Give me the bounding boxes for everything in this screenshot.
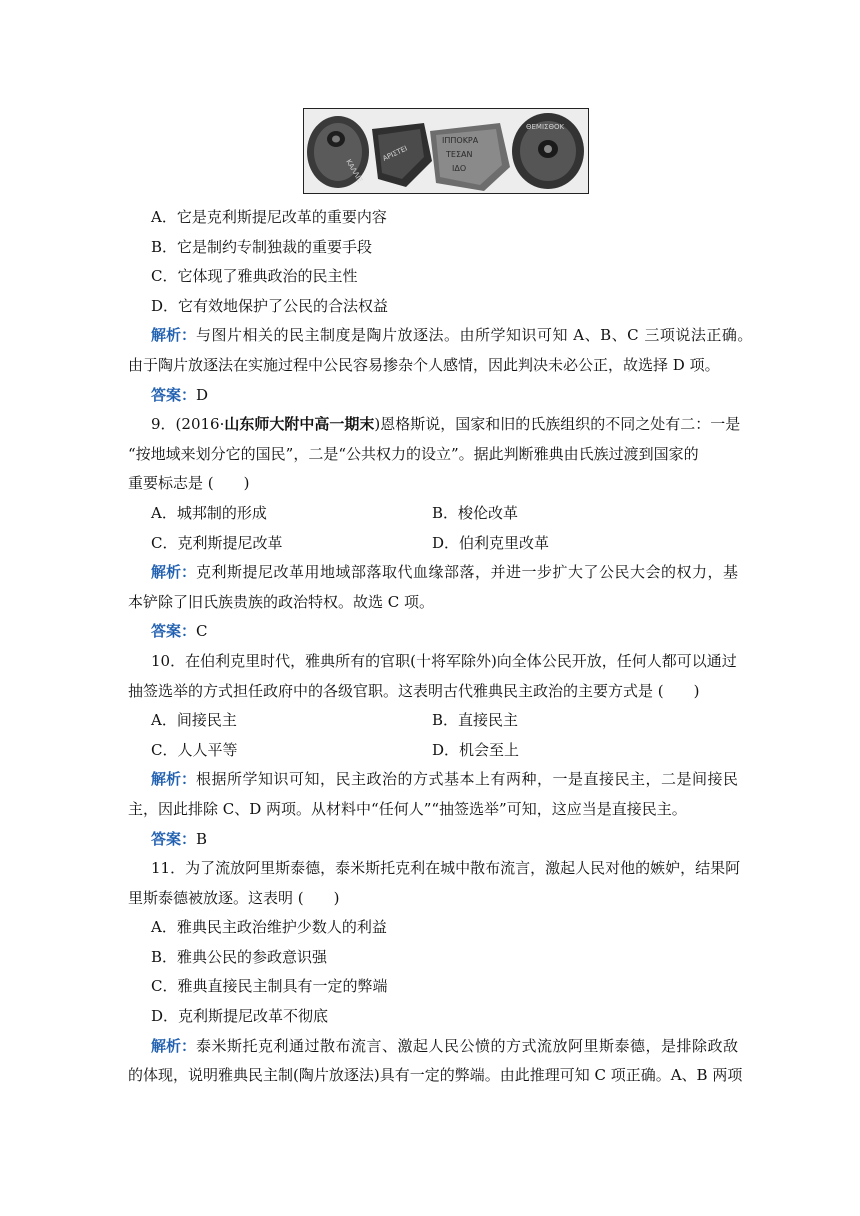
q8-option-a: A．它是克利斯提尼改革的重要内容: [151, 208, 387, 226]
q9-number: 9．(2016·: [151, 415, 225, 433]
svg-text:ΤΕΣΑΝ: ΤΕΣΑΝ: [446, 150, 473, 159]
q11-stem-line1: 11．为了流放阿里斯泰德，泰米斯托克利在城中散布流言，激起人民对他的嫉妒，结果阿: [151, 859, 741, 877]
q10-answer: [151, 828, 207, 850]
svg-text:ΙΔΟ: ΙΔΟ: [452, 164, 467, 173]
ostraca-image: [304, 109, 588, 193]
q10-option-c: C．人人平等: [151, 741, 238, 759]
answer-value: B: [196, 830, 208, 848]
analysis-label: 解析：: [151, 770, 197, 788]
q9-stem-line3: 重要标志是 ( ): [128, 474, 250, 492]
q8-option-b: B．它是制约专制独裁的重要手段: [151, 238, 373, 256]
q8-answer: [151, 384, 208, 406]
analysis-text: 克利斯提尼改革用地域部落取代血缘部落，并进一步扩大了公民大会的权力，基: [196, 563, 739, 581]
q9-option-d: D．伯利克里改革: [432, 534, 550, 552]
svg-text:ΘΕΜΙΣΘΟΚ: ΘΕΜΙΣΘΟΚ: [526, 123, 565, 131]
q10-stem-line1: 10．在伯利克里时代，雅典所有的官职(十将军除外)向全体公民开放，任何人都可以通过: [151, 652, 737, 670]
answer-label: 答案：: [151, 830, 197, 848]
q10-stem-line2: 抽签选举的方式担任政府中的各级官职。这表明古代雅典民主政治的主要方式是 ( ): [128, 682, 700, 700]
answer-label: 答案：: [151, 386, 197, 404]
q10-option-a: A．间接民主: [151, 711, 237, 729]
analysis-label: 解析：: [151, 1037, 197, 1055]
analysis-text: 根据所学知识可知，民主政治的方式基本上有两种，一是直接民主，二是间接民: [196, 770, 739, 788]
q9-option-a: A．城邦制的形成: [151, 504, 267, 522]
analysis-label: 解析：: [151, 326, 197, 344]
q9-answer: [151, 620, 208, 642]
q11-option-d: D．克利斯提尼改革不彻底: [151, 1007, 329, 1025]
q9-stem-text: )恩格斯说，国家和旧的氏族组织的不同之处有二：一是: [374, 415, 741, 433]
svg-text:ΑΡΙΣΤΕΙ: ΑΡΙΣΤΕΙ: [381, 144, 409, 163]
q10-option-d: D．机会至上: [432, 741, 520, 759]
q8-analysis-line2: 由于陶片放逐法在实施过程中公民容易掺杂个人感情，因此判决未必公正，故选择 D 项。: [128, 356, 720, 374]
q9-analysis-line1: [151, 561, 739, 583]
svg-text:ΚΑΛΛΙΞ: ΚΑΛΛΙΞ: [344, 158, 364, 185]
q8-analysis-line1: [151, 324, 753, 346]
q11-option-a: A．雅典民主政治维护少数人的利益: [151, 918, 387, 936]
q8-option-c: C．它体现了雅典政治的民主性: [151, 267, 358, 285]
q9-source: 山东师大附中高一期末: [224, 415, 375, 433]
q9-stem-line2: “按地域来划分它的国民”，二是“公共权力的设立”。据此判断雅典由氏族过渡到国家的: [128, 445, 699, 463]
analysis-text: 泰米斯托克利通过散布流言、激起人民公愤的方式流放阿里斯泰德，是排除政敌: [196, 1037, 739, 1055]
answer-value: C: [196, 622, 208, 640]
q9-analysis-line2: 本铲除了旧氏族贵族的政治特权。故选 C 项。: [128, 593, 435, 611]
svg-text:ΙΠΠΟΚΡΑ: ΙΠΠΟΚΡΑ: [442, 136, 479, 145]
q10-analysis-line1: [151, 768, 739, 790]
answer-value: D: [196, 386, 209, 404]
q10-analysis-line2: 主，因此排除 C、D 两项。从材料中“任何人”“抽签选举”可知，这应当是直接民主。: [128, 800, 687, 818]
q11-analysis-line2: 的体现，说明雅典民主制(陶片放逐法)具有一定的弊端。由此推理可知 C 项正确。A、B 两项: [128, 1066, 743, 1084]
q11-option-b: B．雅典公民的参政意识强: [151, 948, 328, 966]
q9-stem-line1: [151, 413, 740, 435]
q10-option-b: B．直接民主: [432, 711, 519, 729]
q9-option-b: B．梭伦改革: [432, 504, 519, 522]
q9-option-c: C．克利斯提尼改革: [151, 534, 283, 552]
q11-analysis-line1: [151, 1035, 739, 1057]
q11-stem-line2: 里斯泰德被放逐。这表明 ( ): [128, 889, 340, 907]
analysis-text: 与图片相关的民主制度是陶片放逐法。由所学知识可知 A、B、C 三项说法正确。: [196, 326, 753, 344]
ostraca-photo: [303, 108, 589, 194]
analysis-label: 解析：: [151, 563, 197, 581]
q8-option-d: D．它有效地保护了公民的合法权益: [151, 297, 389, 315]
answer-label: 答案：: [151, 622, 197, 640]
q11-option-c: C．雅典直接民主制具有一定的弊端: [151, 977, 388, 995]
